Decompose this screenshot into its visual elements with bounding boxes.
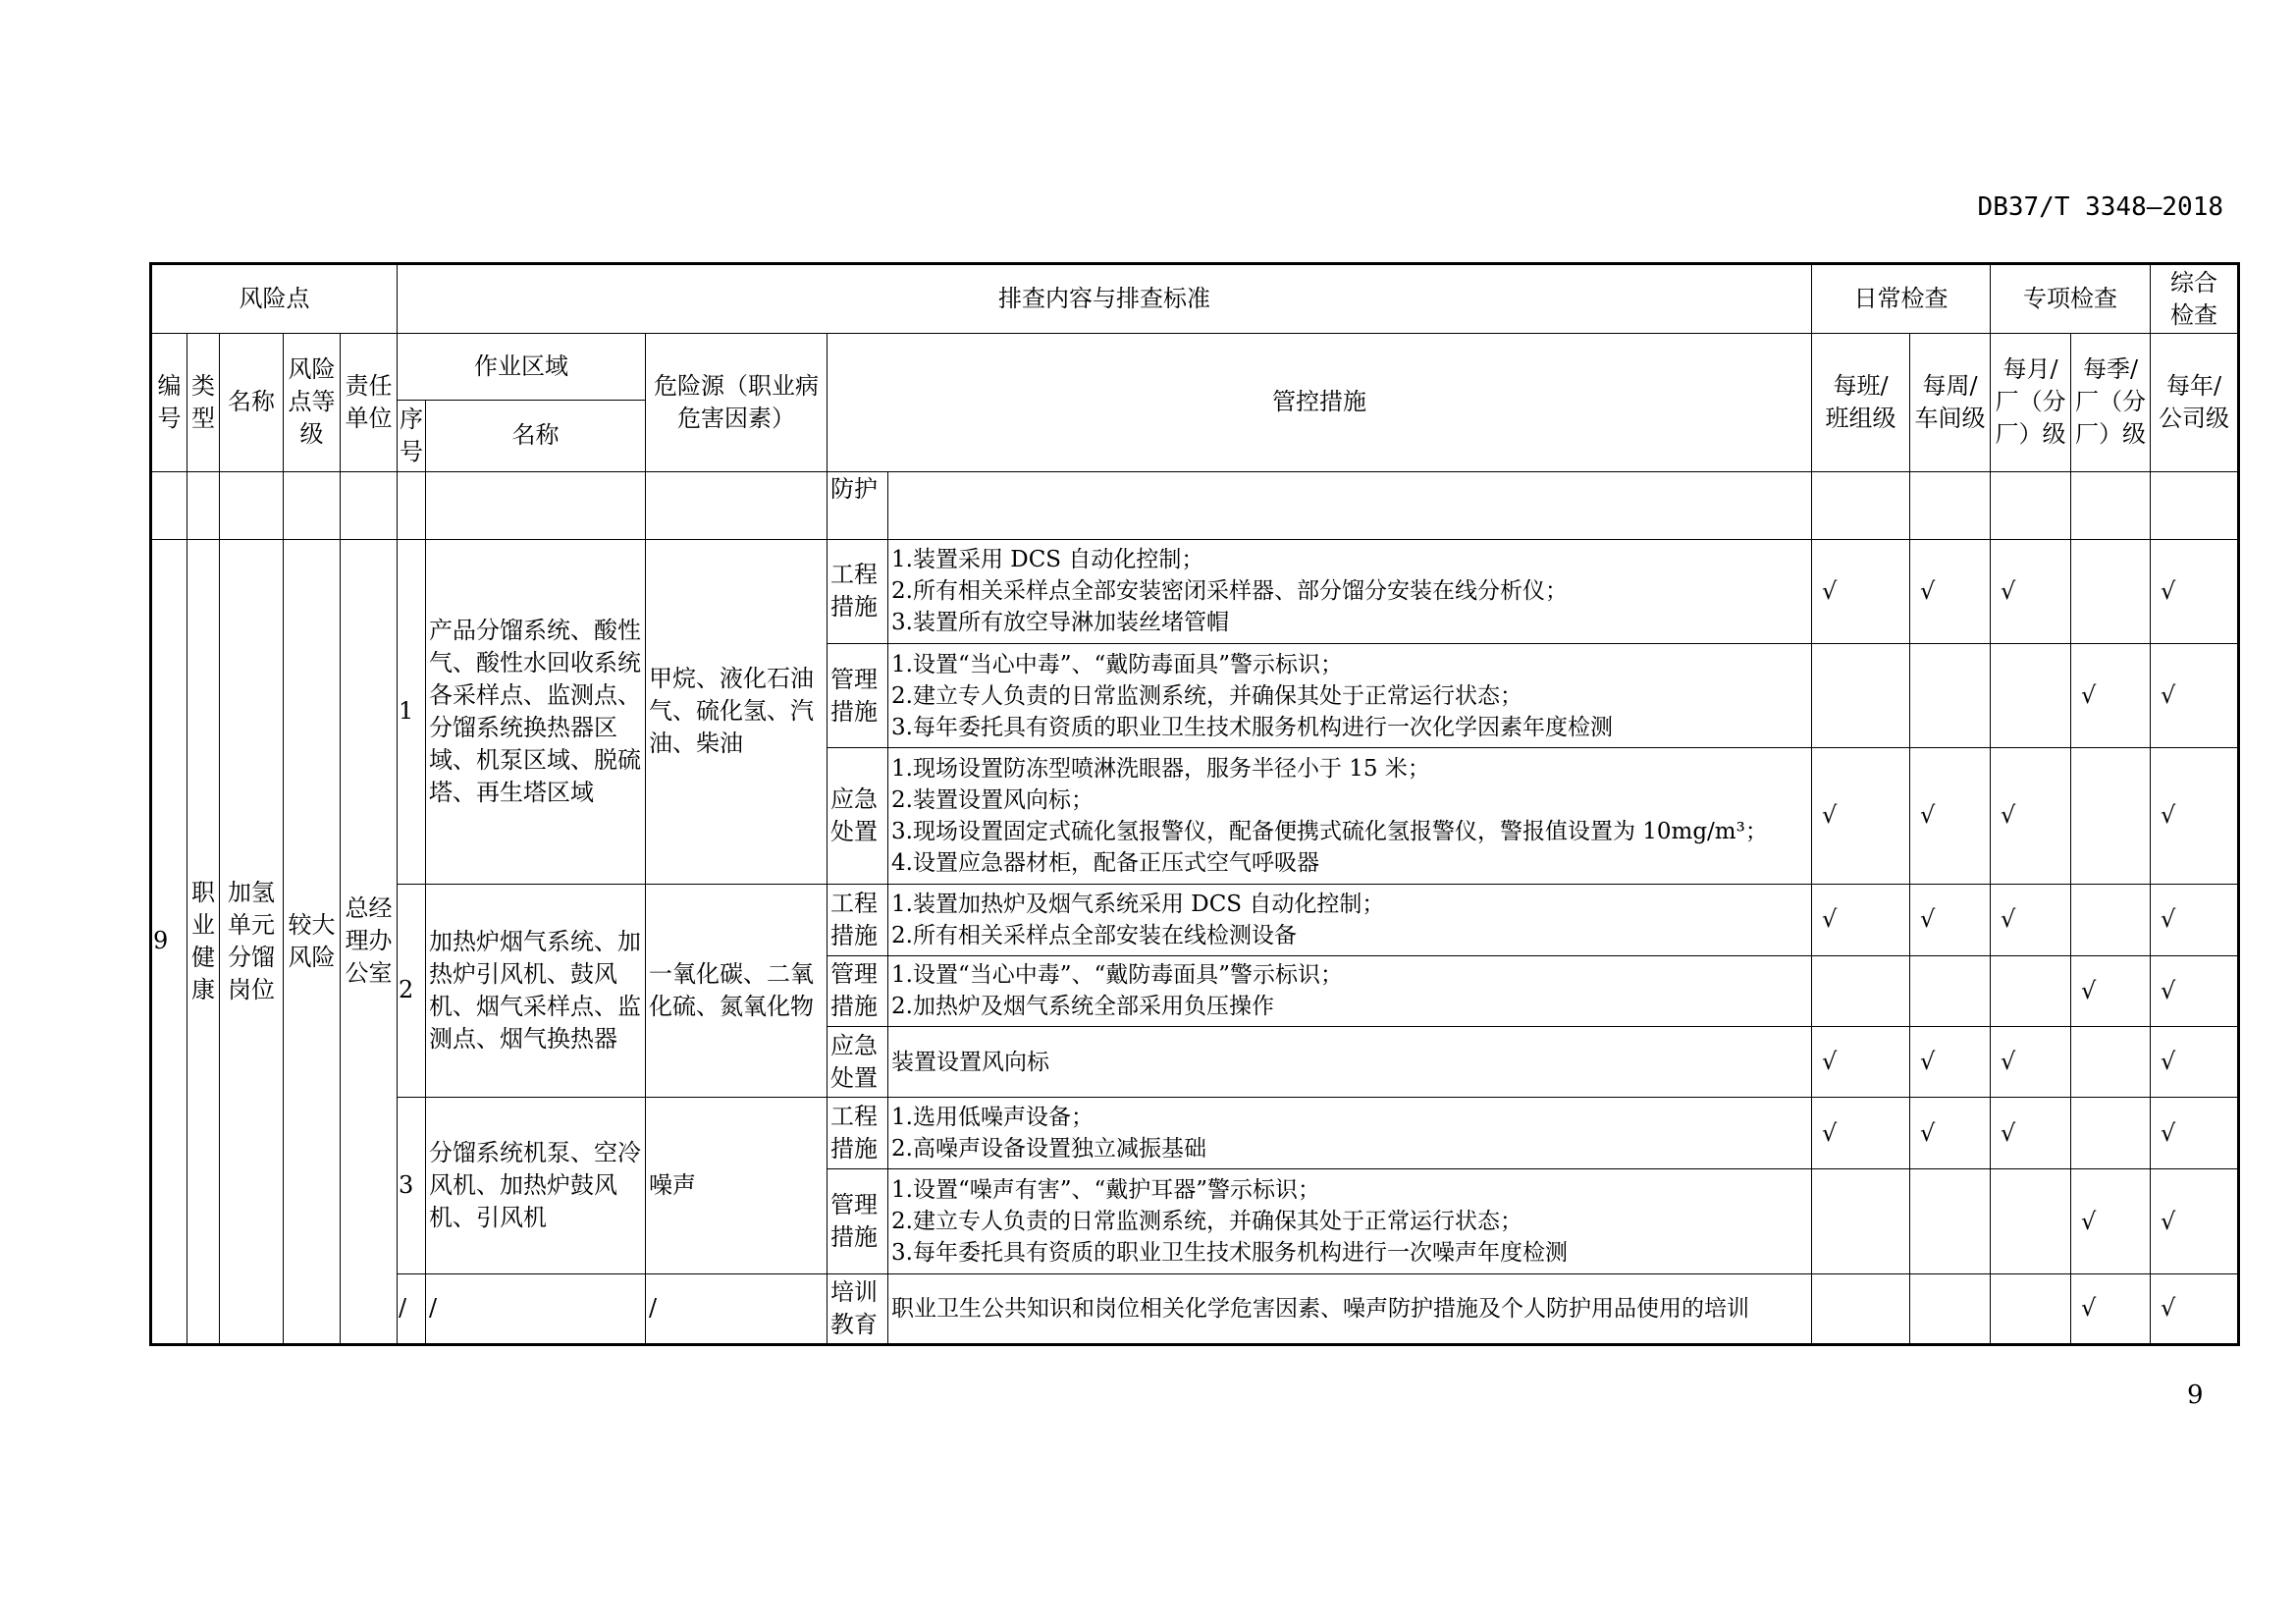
check-mark: √ [1991, 748, 2071, 884]
measure-items [888, 1273, 1812, 1344]
header-area-name: 名称 [426, 401, 646, 471]
measure-item: 2.装置设置风向标； [891, 786, 1094, 813]
check-mark [1910, 1169, 1991, 1273]
measure-item: 2.建立专人负责的日常监测系统，并确保其处于正常运行状态； [891, 682, 1522, 709]
measure-item: 1.装置加热炉及烟气系统采用 DCS 自动化控制； [891, 891, 1385, 917]
check-mark [2071, 748, 2151, 884]
measure-type: 管理措施 [828, 955, 888, 1026]
measure-item: 1.设置“噪声有害”、“戴护耳器”警示标识； [891, 1177, 1320, 1204]
measure-item: 1.设置“当心中毒”、“戴防毒面具”警示标识； [891, 651, 1343, 677]
measure-type: 应急处置 [828, 748, 888, 884]
header-per-month: 每月/厂（分厂）级 [1991, 334, 2071, 471]
area-hazard: 噪声 [646, 1098, 828, 1273]
group-no: 9 [151, 539, 187, 1344]
check-mark: √ [1991, 1027, 2071, 1098]
measure-items [888, 955, 1812, 1026]
measure-item: 1.选用低噪声设备； [891, 1105, 1094, 1131]
check-mark: √ [1812, 1098, 1910, 1169]
header-no: 编号 [151, 334, 187, 471]
check-mark: √ [1812, 1027, 1910, 1098]
header-risk-level: 风险点等级 [284, 334, 341, 471]
check-mark: √ [2151, 748, 2239, 884]
check-mark: √ [2151, 955, 2239, 1026]
area-hazard: 一氧化碳、二氧化硫、氮氧化物 [646, 884, 828, 1098]
header-per-quarter: 每季/厂（分厂）级 [2071, 334, 2151, 471]
check-mark: √ [1991, 884, 2071, 955]
table-row [151, 884, 2239, 955]
measure-item: 2.高噪声设备设置独立减振基础 [891, 1136, 1206, 1163]
page-number: 9 [2187, 1380, 2204, 1410]
measure-item: 2.加热炉及烟气系统全部采用负压操作 [891, 994, 1274, 1020]
measure-items [888, 1169, 1812, 1273]
check-mark: √ [2151, 884, 2239, 955]
measure-type: 应急处置 [828, 1027, 888, 1098]
check-mark: √ [1812, 884, 1910, 955]
check-mark: √ [1910, 539, 1991, 643]
measure-type: 工程措施 [828, 539, 888, 643]
check-mark [2071, 1098, 2151, 1169]
check-mark [1812, 1273, 1910, 1344]
area-hazard: / [646, 1273, 828, 1344]
header-control-measures: 管控措施 [828, 334, 1812, 471]
measure-item: 4.设置应急器材柜，配备正压式空气呼吸器 [891, 849, 1319, 876]
check-mark [1991, 1169, 2071, 1273]
group-responsible-unit: 总经理办公室 [341, 539, 398, 1344]
header-per-year: 每年/公司级 [2151, 334, 2239, 471]
group-risk-level: 较大风险 [284, 539, 341, 1344]
measure-type: 工程措施 [828, 1098, 888, 1169]
measure-items [888, 884, 1812, 955]
check-mark: √ [1991, 539, 2071, 643]
check-mark: √ [2151, 1273, 2239, 1344]
check-mark: √ [1910, 748, 1991, 884]
area-name: 分馏系统机泵、空冷风机、加热炉鼓风机、引风机 [426, 1098, 646, 1273]
header-per-week: 每周/车间级 [1910, 334, 1991, 471]
check-mark [1812, 644, 1910, 748]
check-mark: √ [1991, 1098, 2071, 1169]
measure-item: 2.建立专人负责的日常监测系统，并确保其处于正常运行状态； [891, 1209, 1522, 1235]
check-mark [1991, 644, 2071, 748]
measure-items [888, 1027, 1812, 1098]
check-mark: √ [2151, 1027, 2239, 1098]
header-special-check: 专项检查 [1991, 264, 2151, 334]
check-mark: √ [2071, 644, 2151, 748]
header-type: 类型 [187, 334, 220, 471]
measure-item: 3.装置所有放空导淋加装丝堵管帽 [891, 610, 1229, 636]
header-responsible-unit: 责任单位 [341, 334, 398, 471]
area-name: 产品分馏系统、酸性气、酸性水回收系统各采样点、监测点、分馏系统换热器区域、机泵区域、脱硫塔、再生塔区域 [426, 539, 646, 884]
check-mark [2071, 539, 2151, 643]
measure-type: 管理措施 [828, 1169, 888, 1273]
check-mark: √ [2071, 955, 2151, 1026]
measure-item: 1.现场设置防冻型喷淋洗眼器，服务半径小于 15 米； [891, 755, 1430, 782]
check-mark [1812, 1169, 1910, 1273]
area-name: / [426, 1273, 646, 1344]
check-mark [1910, 955, 1991, 1026]
measure-item: 2.所有相关采样点全部安装在线检测设备 [891, 922, 1297, 948]
measure-items [888, 748, 1812, 884]
check-mark: √ [2071, 1273, 2151, 1344]
check-mark [2071, 1027, 2151, 1098]
header-per-shift: 每班/班组级 [1812, 334, 1910, 471]
group-name: 加氢单元分馏岗位 [220, 539, 284, 1344]
measure-item: 2.所有相关采样点全部安装密闭采样器、部分馏分安装在线分析仪； [891, 578, 1568, 605]
measure-item: 3.现场设置固定式硫化氢报警仪，配备便携式硫化氢报警仪，警报值设置为 10mg/m³； [891, 818, 1768, 844]
check-mark [1812, 955, 1910, 1026]
check-mark: √ [2071, 1169, 2151, 1273]
measure-type: 管理措施 [828, 644, 888, 748]
check-mark: √ [2151, 1169, 2239, 1273]
header-name: 名称 [220, 334, 284, 471]
check-mark [2071, 884, 2151, 955]
measure-type: 培训教育 [828, 1273, 888, 1344]
check-mark: √ [1910, 1027, 1991, 1098]
check-mark: √ [1910, 884, 1991, 955]
measure-item: 装置设置风向标 [891, 1049, 1049, 1075]
measure-item: 3.每年委托具有资质的职业卫生技术服务机构进行一次化学因素年度检测 [891, 714, 1613, 740]
check-mark [1991, 1273, 2071, 1344]
group-type: 职业健康 [187, 539, 220, 1344]
measure-item: 1.设置“当心中毒”、“戴防毒面具”警示标识； [891, 962, 1343, 989]
area-seq: 3 [398, 1098, 426, 1273]
standard-code: DB37/T 3348—2018 [1977, 192, 2223, 222]
check-mark [1910, 1273, 1991, 1344]
table-row [151, 539, 2239, 643]
measure-items [888, 1098, 1812, 1169]
header-check-content: 排查内容与排查标准 [398, 264, 1812, 334]
area-hazard: 甲烷、液化石油气、硫化氢、汽油、柴油 [646, 539, 828, 884]
area-seq: 2 [398, 884, 426, 1098]
header-seq: 序号 [398, 401, 426, 471]
check-mark: √ [2151, 644, 2239, 748]
header-work-area: 作业区域 [398, 334, 646, 401]
area-seq: / [398, 1273, 426, 1344]
header-daily-check: 日常检查 [1812, 264, 1991, 334]
measure-item: 3.每年委托具有资质的职业卫生技术服务机构进行一次噪声年度检测 [891, 1240, 1568, 1267]
carry-over-measure-type: 防护 [828, 471, 888, 539]
table-row [151, 1273, 2239, 1344]
check-mark: √ [1812, 539, 1910, 643]
header-comprehensive-check: 综合检查 [2151, 264, 2239, 334]
area-seq: 1 [398, 539, 426, 884]
risk-inspection-table [149, 262, 2240, 1346]
measure-item: 职业卫生公共知识和岗位相关化学危害因素、噪声防护措施及个人防护用品使用的培训 [891, 1295, 1749, 1322]
header-hazard: 危险源（职业病危害因素） [646, 334, 828, 471]
area-name: 加热炉烟气系统、加热炉引风机、鼓风机、烟气采样点、监测点、烟气换热器 [426, 884, 646, 1098]
check-mark: √ [1812, 748, 1910, 884]
measure-items [888, 644, 1812, 748]
measure-type: 工程措施 [828, 884, 888, 955]
check-mark: √ [2151, 539, 2239, 643]
table-row [151, 1098, 2239, 1169]
check-mark [1910, 644, 1991, 748]
check-mark: √ [2151, 1098, 2239, 1169]
check-mark: √ [1910, 1098, 1991, 1169]
header-risk-point: 风险点 [151, 264, 398, 334]
measure-item: 1.装置采用 DCS 自动化控制； [891, 547, 1204, 573]
measure-items [888, 539, 1812, 643]
check-mark [1991, 955, 2071, 1026]
